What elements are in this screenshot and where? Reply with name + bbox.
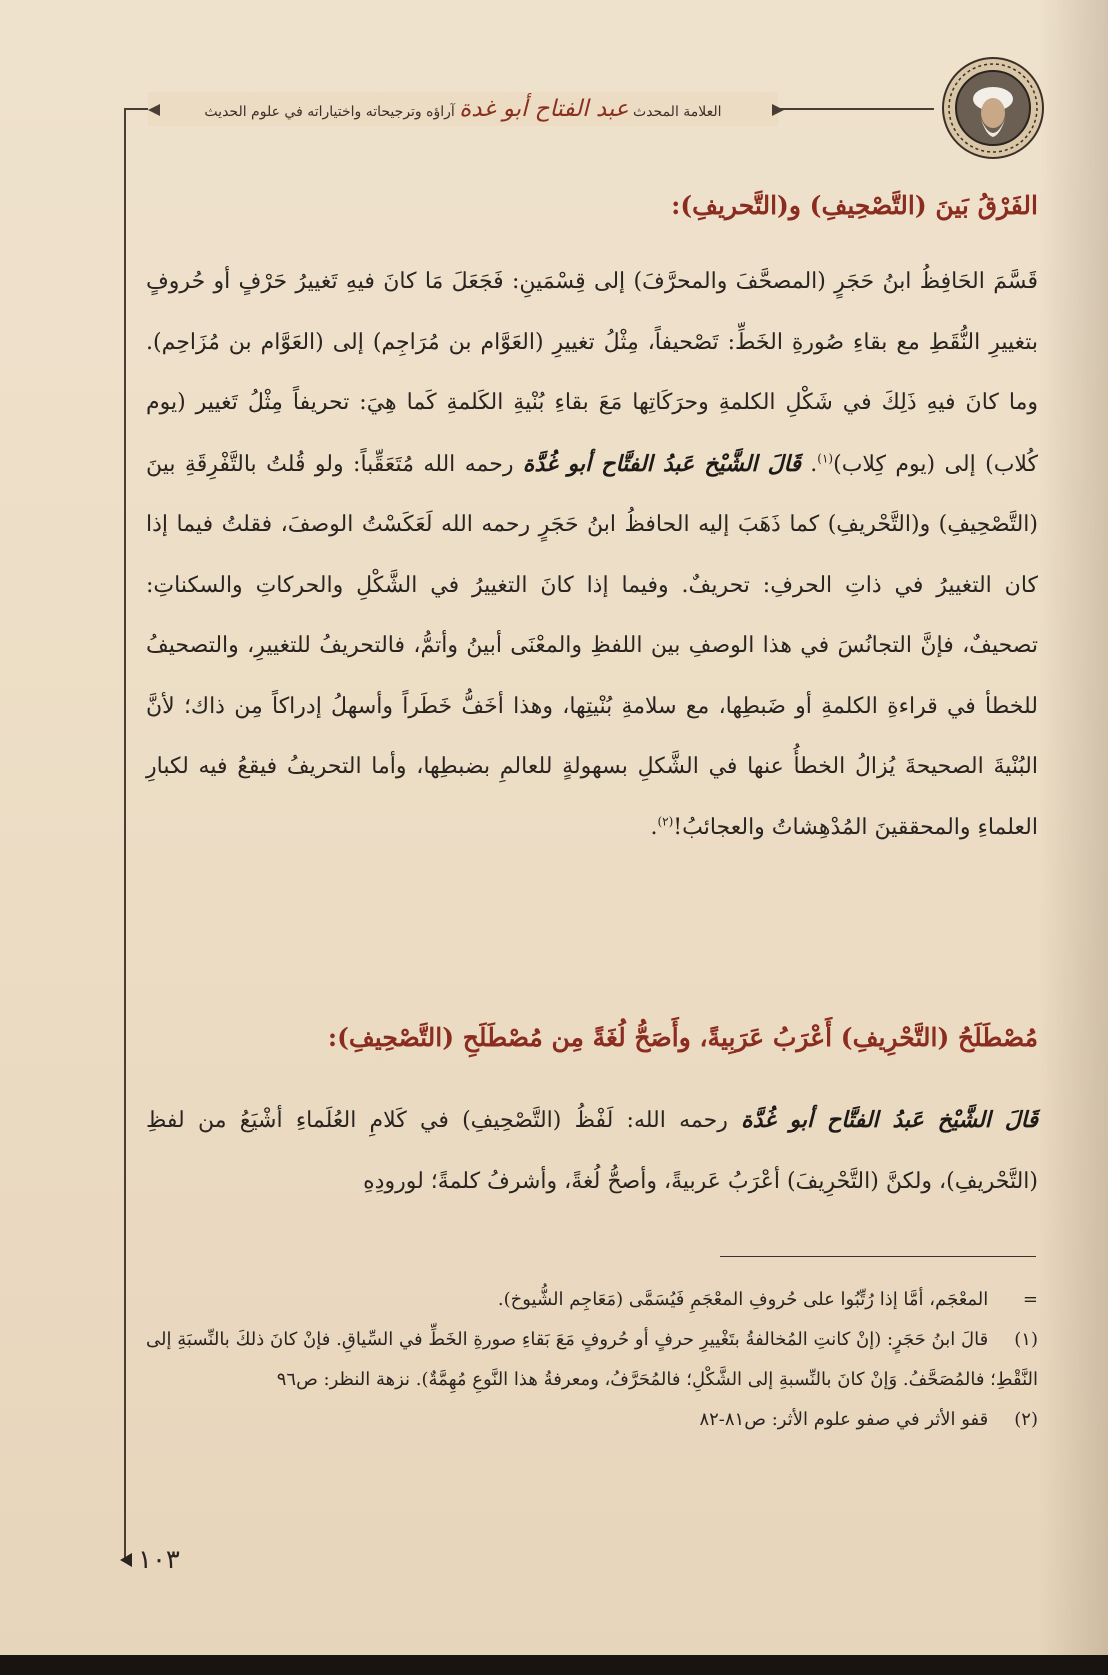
shaykh-attribution-1: قَالَ الشَّيْخ عَبدُ الفتَّاح أبو غُدَّة: [522, 450, 801, 477]
paragraph-ibn-hajar-text: قَسَّمَ الحَافِظُ ابنُ حَجَرٍ (المصحَّفَ والمحرَّفَ) إلى قِسْمَينِ: فَجَعَلَ مَا كانَ فيهِ تَغييرُ حَرْفٍ أو حُروفٍ بتغييرِ النُّقَطِ مع بقاءِ صُورةِ الخَطِّ: تَصْحيفاً، مِثْلُ تغييرِ (العَوَّام بن مُرَاجِم) إلى (العَوَّام بن مُزَاحِم). وما كانَ فيهِ ذَلِكَ في شَكْلِ الكلمةِ وحرَكَاتِها مَعَ بقاءِ بُنْيةِ الكَلمةِ كَما هِيَ: تحريفاً مِثْلُ تَغيير (يوم كُلاب) إلى (يوم كِلاب): [146, 269, 1039, 477]
footnote-ref-2: (٢): [657, 814, 674, 829]
footnotes: [146, 1280, 1038, 1440]
footnote-cont-text: المعْجَم، أمَّا إذا رُتِّبُوا على حُروفِ المعْجَمِ فَيُسَمَّى (مَعَاجِم الشُّيوخ).: [497, 1289, 989, 1310]
shaykh-attribution-2: قَالَ الشَّيْخ عَبدُ الفتَّاح أبو غُدَّة: [741, 1107, 1039, 1133]
footnote-cont-mark: =: [1022, 1289, 1038, 1310]
paragraph-ibn-hajar-end: .: [810, 451, 818, 477]
scan-bottom-edge: [0, 1655, 1108, 1675]
footnote-2: [146, 1400, 1038, 1440]
running-header: [148, 92, 778, 126]
section-heading-terminology: مُصْطَلَحُ (التَّحْرِيفِ) أَعْرَبُ عَرَبِيةً، وأَصَحُّ لُغَةً مِن مُصْطَلَحِ (التَّصْحِيفِ):: [327, 1023, 1038, 1052]
footnote-continuation: [146, 1280, 1038, 1320]
paragraph-shaykh-end: .: [650, 814, 658, 840]
page-number-ornament: [120, 1553, 132, 1567]
section-heading-difference: الفَرْقُ بَينَ (التَّصْحِيفِ) و(التَّحريفِ):: [671, 191, 1038, 220]
paragraph-terminology-text: رحمه الله: لَفْظُ (التَّصْحِيفِ) في كَلامِ العُلَماءِ أشْيَعُ من لفظِ (التَّحْريفِ)، ولكنَّ (التَّحْرِيفَ) أعْرَبُ عَربيةً، وأصحُّ لُغةً، وأشرفُ كلمةً؛ لورودِهِ: [146, 1108, 1038, 1194]
footnote-2-number: (٢): [1014, 1409, 1038, 1430]
footnote-ref-1: (١): [817, 451, 834, 466]
paragraph-ibn-hajar: [146, 252, 1038, 858]
footnote-1: [146, 1320, 1038, 1400]
header-suffix: آراؤه وترجيحاته واختياراته في علوم الحديث: [204, 104, 455, 120]
header-right-ornament: [772, 104, 784, 116]
footnote-1-text: قالَ ابنُ حَجَرٍ: (إنْ كانتِ المُخالفةُ بتَغْييرِ حرفٍ أو حُروفٍ مَعَ بَقاءِ صورةِ الخَطِّ في السِّياقِ. فإنْ كانَ ذلكَ بالنِّسبَةِ إلى النَّقْطِ؛ فالمُصَحَّفُ. وَإنْ كانَ بالنِّسبةِ إلى الشَّكْلِ؛ فالمُحَرَّفُ، ومعرفةُ هذا النَّوعِ مُهِمَّةٌ). نزهة النظر: ص٩٦: [146, 1329, 1038, 1390]
portrait-emblem-icon: [940, 55, 1046, 161]
page-number: ١٠٣: [138, 1545, 180, 1575]
header-prefix: العلامة المحدث: [633, 104, 722, 120]
paragraph-terminology: [146, 1090, 1038, 1212]
frame-left-line: [124, 108, 126, 1560]
footnote-2-text: قفو الأثر في صفو علوم الأثر: ص٨١-٨٢: [699, 1409, 989, 1430]
header-left-ornament: [148, 104, 160, 116]
footnote-separator: [720, 1256, 1036, 1257]
paragraph-shaykh-text: رحمه الله مُتَعَقِّباً: ولو قُلتُ بالتَّفْرِقَةِ بينَ (التَّصْحِيفِ) و(التَّحْريفِ) كما ذَهَبَ إليه الحافظُ ابنُ حَجَرٍ رحمه الله لَعَكَسْتُ الوصفَ، فقلتُ فيما إذا كان التغييرُ في ذاتِ الحرفِ: تحريفٌ. وفيما إذا كانَ التغييرُ في الشَّكْلِ والحركاتِ والسكناتِ: تصحيفٌ، فإنَّ التجانُسَ في هذا الوصفِ بين اللفظِ والمعْنَى أبينُ وأتمُّ، فالتحريفُ للتغييرِ، والتصحيفُ للخطأ في قراءةِ الكلمةِ أو ضَبطِها، مع سلامةِ بُنْيتِها، وهذا أخَفُّ خَطَراً وأسهلُ إدراكاً مِن ذاك؛ لأنَّ البُنْيةَ الصحيحةَ يُزالُ الخطأُ عنها في الشَّكلِ بسهولةٍ للعالمِ بضبطِها، وأما التحريفُ فيقعُ فيه لكبارِ العلماءِ والمحققينَ المُدْهِشاتُ والعجائبُ!: [146, 451, 1038, 840]
header-name: عبد الفتاح أبو غدة: [459, 96, 629, 122]
footnote-1-number: (١): [1014, 1329, 1038, 1350]
